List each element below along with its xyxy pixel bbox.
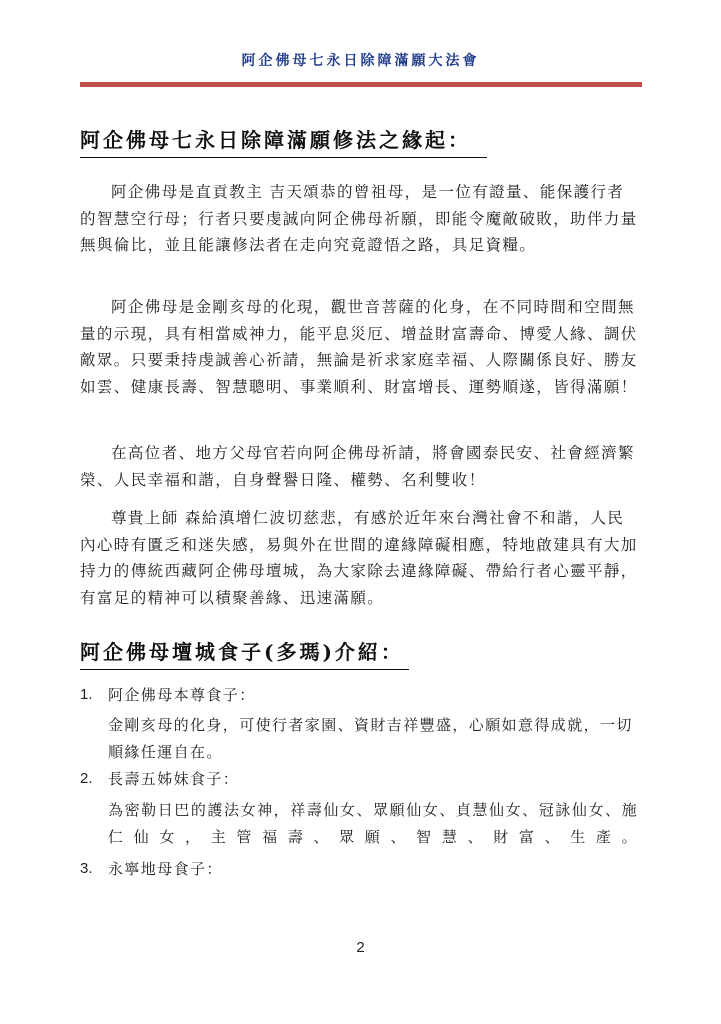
paragraph-introduction: 阿企佛母是直貢教主 吉天頌恭的曾祖母，是一位有證量、能保護行者的智慧空行母；行者只要虔誠向阿企佛母祈願，即能令魔敵破敗，助伴力量無與倫比，並且能讓修法者在走向究竟證悟之路，具足資糧。 [80,183,638,254]
list-item-description: 為密勒日巴的護法女神，祥壽仙女、眾願仙女、貞慧仙女、冠詠仙女、施仁仙女，主管福壽、眾願、智慧、財富、生產。 [108,801,638,846]
list-item-number: 1. [80,686,93,703]
list-item-title: 永寧地母食子： [108,860,223,878]
header-divider [80,82,642,87]
section-heading-torma: 阿企佛母壇城食子(多瑪)介紹： [80,636,409,670]
page-header-title: 阿企佛母七永日除障滿願大法會 [241,53,480,69]
list-item-number: 2. [80,770,93,787]
list-item-title: 長壽五姊妹食子： [108,770,240,788]
list-item-description: 金剛亥母的化身，可使行者家園、資財吉祥豐盛，心願如意得成就，一切順緣任運自在。 [108,716,633,761]
paragraph-manifestation: 阿企佛母是金剛亥母的化現，觀世音菩薩的化身，在不同時間和空間無量的示現，具有相當威神力，能平息災厄、增益財富壽命、博愛人緣、調伏敵眾。只要秉持虔誠善心祈請，無論是祈求家庭幸福、人際關係良好、勝友如雲、健康長壽、智慧聰明、事業順利、財富增長、運勢順遂，皆得滿願！ [80,298,638,396]
page-number: 2 [356,939,365,956]
list-item-title: 阿企佛母本尊食子： [108,686,256,704]
list-item-number: 3. [80,860,93,877]
paragraph-teacher: 尊貴上師 森給滇增仁波切慈悲，有感於近年來台灣社會不和諧，人民內心時有匱乏和迷失感，易與外在世間的違緣障礙相應，特地啟建具有大加持力的傳統西藏阿企佛母壇城，為大家除去違緣障礙、帶給行者心靈平靜，有富足的精神可以積聚善緣、迅速滿願。 [80,509,638,607]
section-heading-origin: 阿企佛母七永日除障滿願修法之緣起： [80,124,487,158]
paragraph-officials: 在高位者、地方父母官若向阿企佛母祈請，將會國泰民安、社會經濟繁榮、人民幸福和諧，自身聲譽日隆、權勢、名利雙收！ [80,444,635,489]
